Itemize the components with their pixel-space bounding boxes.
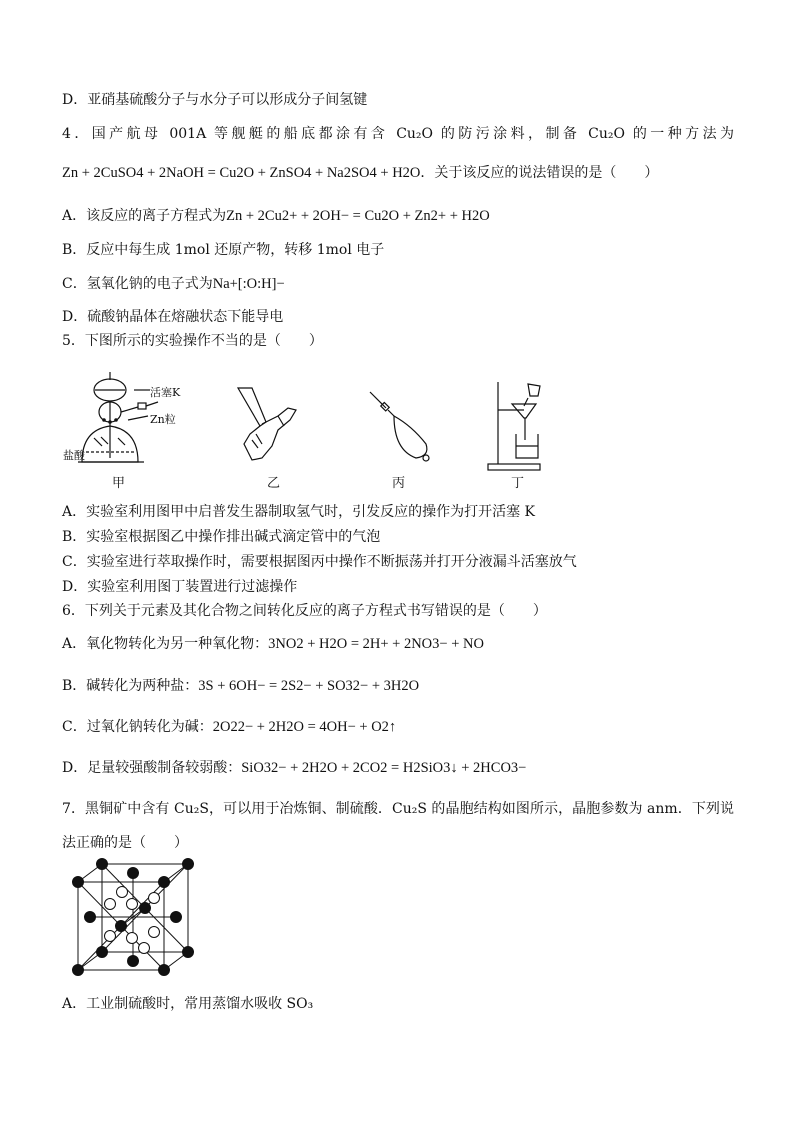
q5-option-a: A．实验室利用图甲中启普发生器制取氢气时，引发反应的操作为打开活塞 K: [62, 504, 536, 520]
q6-option-b-equation: 3S + 6OH− = 2S2− + SO32− + 3H2O: [198, 678, 420, 694]
filtration-setup-figure: [484, 378, 554, 472]
q6-stem: 6．下列关于元素及其化合物之间转化反应的离子方程式书写错误的是（ ）: [62, 603, 547, 619]
q3-option-d: D．亚硝基硫酸分子与水分子可以形成分子间氢键: [62, 92, 368, 108]
q6-option-a-equation: 3NO2 + H2O = 2H+ + 2NO3− + NO: [268, 636, 484, 652]
q6-option-c-prefix: C．过氧化钠转化为碱：: [62, 719, 213, 735]
q4-option-a-prefix: A．该反应的离子方程式为: [62, 208, 227, 224]
q6-option-a-prefix: A．氧化物转化为另一种氧化物：: [62, 636, 269, 652]
q7-option-a: A．工业制硫酸时，常用蒸馏水吸收 SO₃: [62, 996, 314, 1012]
q4-equation: Zn + 2CuSO4 + 2NaOH = Cu2O + ZnSO4 + Na2SO4 + H2O: [62, 165, 421, 181]
label-zinc: Zn粒: [150, 413, 176, 426]
q7-stem-line1: [62, 799, 734, 819]
q4-option-b: B．反应中每生成 1mol 还原产物，转移 1mol 电子: [62, 242, 385, 258]
q4-stem-tail: ．关于该反应的说法错误的是（ ）: [420, 165, 659, 181]
q5-option-b: B．实验室根据图乙中操作排出碱式滴定管中的气泡: [62, 529, 381, 545]
q6-option-d-prefix: D．足量较强酸制备较弱酸：: [62, 760, 242, 776]
q6-option-b: [62, 676, 734, 696]
label-hydrochloric-acid: 盐酸: [63, 449, 85, 462]
q6-option-c: [62, 717, 734, 737]
q4-option-a: [62, 206, 734, 226]
burette-hand-figure: [232, 386, 308, 466]
q6-option-b-prefix: B．碱转化为两种盐：: [62, 678, 199, 694]
q4-stem-line1-text: 4．国产航母 001A 等舰艇的船底都涂有含 Cu₂O 的防污涂料，制备 Cu₂O 的一种方法为: [62, 126, 734, 142]
caption-ding: 丁: [511, 476, 525, 491]
label-stopcock-k: 活塞K: [150, 386, 181, 399]
cu2s-unit-cell-figure: [70, 858, 194, 980]
q4-option-a-equation: Zn + 2Cu2+ + 2OH− = Cu2O + Zn2+ + H2O: [226, 208, 490, 224]
q4-stem-line2: [62, 163, 734, 183]
caption-jia: 甲: [112, 476, 126, 491]
q4-option-c-formula: Na+[:O:H]−: [212, 276, 285, 292]
q5-option-d: D．实验室利用图丁装置进行过滤操作: [62, 579, 298, 595]
q7-stem-line1-text: 7．黑铜矿中含有 Cu₂S，可以用于冶炼铜、制硫酸．Cu₂S 的晶胞结构如图所示，晶胞参数为 anm．下列说: [62, 801, 734, 817]
caption-yi: 乙: [267, 476, 281, 491]
q5-stem: 5．下图所示的实验操作不当的是（ ）: [62, 333, 323, 349]
q6-option-a: [62, 634, 734, 654]
q4-stem-line1: [62, 124, 734, 144]
q6-option-d: [62, 758, 734, 778]
q7-stem-line2: 法正确的是（ ）: [62, 835, 188, 851]
q6-option-c-equation: 2O22− + 2H2O = 4OH− + O2↑: [212, 719, 397, 735]
q4-option-d: D．硫酸钠晶体在熔融状态下能导电: [62, 309, 284, 325]
q5-option-c: C．实验室进行萃取操作时，需要根据图丙中操作不断振荡并打开分液漏斗活塞放气: [62, 554, 577, 570]
separatory-funnel-figure: [364, 388, 440, 468]
q4-option-c: [62, 274, 734, 294]
q6-option-d-equation: SiO32− + 2H2O + 2CO2 = H2SiO3↓ + 2HCO3−: [241, 760, 527, 776]
caption-bing: 丙: [392, 476, 406, 491]
q4-option-c-prefix: C．氢氧化钠的电子式为: [62, 276, 213, 292]
